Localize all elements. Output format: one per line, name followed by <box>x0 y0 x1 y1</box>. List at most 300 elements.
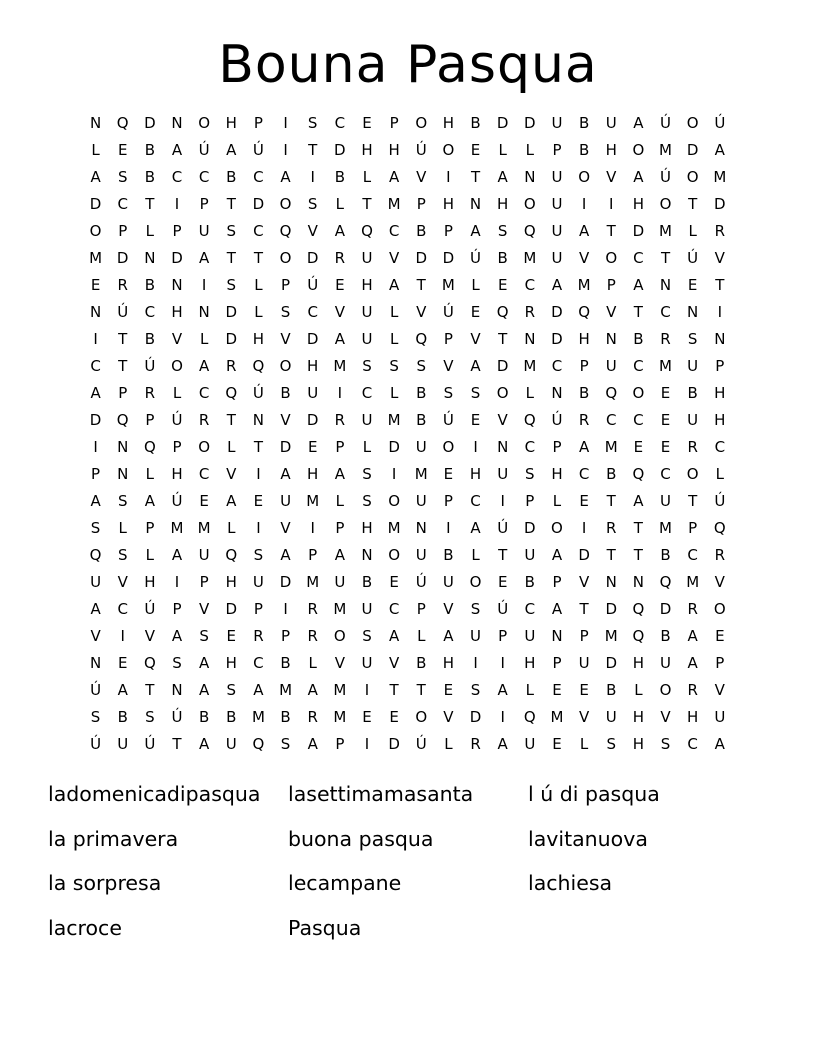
grid-letter: D <box>524 519 536 537</box>
grid-letter: U <box>198 546 210 564</box>
grid-letter: S <box>90 708 101 726</box>
grid-letter: Ú <box>198 141 210 159</box>
grid-letter: L <box>498 141 507 159</box>
grid-letter: U <box>361 600 373 618</box>
grid-letter: H <box>361 141 373 159</box>
grid-letter: L <box>525 141 534 159</box>
grid-letter: H <box>578 330 590 348</box>
grid-letter: M <box>577 276 591 294</box>
grid-letter: I <box>174 195 180 213</box>
grid-letter: M <box>604 438 618 456</box>
grid-letter: O <box>415 114 428 132</box>
grid-letter: A <box>497 168 508 186</box>
grid-letter: A <box>551 600 563 618</box>
grid-letter: P <box>416 195 426 213</box>
grid-letter: U <box>415 438 427 456</box>
grid-letter: A <box>388 168 400 186</box>
grid-letter: P <box>606 276 616 294</box>
grid-letter: E <box>470 141 481 159</box>
grid-letter: O <box>388 546 401 564</box>
grid-letter: A <box>334 222 345 240</box>
grid-letter: E <box>226 627 237 645</box>
grid-letter: Ú <box>551 411 563 429</box>
grid-letter: M <box>279 681 293 699</box>
grid-letter: E <box>443 465 454 483</box>
grid-letter: N <box>361 546 373 564</box>
grid-letter: I <box>283 600 288 618</box>
grid-row <box>82 488 734 515</box>
grid-letter: P <box>172 600 182 618</box>
grid-letter: V <box>416 168 427 186</box>
grid-letter: Ú <box>415 141 427 159</box>
grid-letter: H <box>687 708 699 726</box>
grid-row <box>82 380 734 407</box>
grid-letter: T <box>633 303 643 321</box>
grid-letter: Ú <box>90 681 102 699</box>
grid-letter: A <box>388 627 400 645</box>
grid-letter: H <box>225 573 237 591</box>
grid-letter: V <box>578 249 590 267</box>
grid-letter: D <box>714 195 726 213</box>
grid-letter: S <box>307 195 318 213</box>
grid-letter: I <box>500 492 505 510</box>
grid-letter: L <box>145 546 155 564</box>
grid-letter: T <box>145 681 155 699</box>
grid-letter: L <box>335 492 345 510</box>
grid-letter: T <box>145 195 155 213</box>
grid-letter: U <box>524 735 536 753</box>
grid-letter: Q <box>225 384 238 402</box>
grid-letter: D <box>89 195 102 213</box>
grid-letter: Q <box>116 114 129 132</box>
grid-letter: V <box>280 330 291 348</box>
grid-letter: P <box>498 627 508 645</box>
grid-letter: Ú <box>307 276 319 294</box>
grid-letter: L <box>335 195 345 213</box>
grid-letter: E <box>470 411 481 429</box>
grid-letter: L <box>199 330 209 348</box>
grid-letter: D <box>605 654 618 672</box>
grid-letter: H <box>442 114 455 132</box>
grid-letter: U <box>551 168 563 186</box>
grid-letter: L <box>227 438 236 456</box>
grid-letter: B <box>578 384 590 402</box>
grid-letter: Q <box>361 222 373 240</box>
grid-letter: S <box>606 735 616 753</box>
grid-letter: P <box>552 573 562 591</box>
grid-letter: S <box>470 681 481 699</box>
grid-letter: E <box>687 276 698 294</box>
grid-letter: P <box>715 654 725 672</box>
grid-row <box>82 731 734 758</box>
grid-letter: N <box>415 519 427 537</box>
grid-letter: V <box>171 330 183 348</box>
grid-letter: M <box>659 141 672 159</box>
grid-letter: C <box>524 276 536 294</box>
grid-letter: A <box>334 546 345 564</box>
word-list-item: buona pasqua <box>288 826 434 851</box>
grid-letter: O <box>686 114 699 132</box>
grid-letter: Ú <box>171 708 183 726</box>
grid-letter: B <box>226 168 237 186</box>
grid-letter: D <box>469 708 482 726</box>
grid-letter: A <box>90 384 101 402</box>
grid-letter: Ú <box>660 114 672 132</box>
grid-letter: Ú <box>660 168 672 186</box>
grid-letter: B <box>660 627 671 645</box>
grid-letter: U <box>361 303 373 321</box>
grid-row <box>82 623 734 650</box>
grid-letter: V <box>470 330 481 348</box>
grid-letter: O <box>279 195 292 213</box>
grid-row <box>82 434 734 461</box>
grid-letter: H <box>469 465 482 483</box>
grid-letter: E <box>552 681 562 699</box>
puzzle-title: Bouna Pasqua <box>218 35 598 95</box>
grid-letter: C <box>334 114 346 132</box>
grid-letter: S <box>687 330 698 348</box>
grid-letter: H <box>632 654 645 672</box>
grid-letter: R <box>334 411 346 429</box>
grid-letter: I <box>93 438 98 456</box>
grid-letter: R <box>524 303 536 321</box>
grid-letter: A <box>117 681 128 699</box>
grid-letter: Q <box>225 546 238 564</box>
grid-letter: V <box>714 249 725 267</box>
grid-letter: R <box>606 519 617 537</box>
grid-letter: A <box>714 141 725 159</box>
grid-letter: O <box>713 600 726 618</box>
grid-letter: T <box>688 492 698 510</box>
grid-letter: T <box>579 600 589 618</box>
grid-letter: T <box>416 681 426 699</box>
word-list <box>48 772 788 950</box>
grid-letter: O <box>686 465 699 483</box>
grid-letter: I <box>364 681 370 699</box>
grid-letter: B <box>470 114 481 132</box>
grid-letter: N <box>171 276 183 294</box>
grid-letter: P <box>552 438 562 456</box>
grid-letter: E <box>579 492 589 510</box>
grid-letter: I <box>283 141 288 159</box>
grid-letter: Q <box>659 573 672 591</box>
grid-letter: B <box>443 546 454 564</box>
grid-letter: B <box>497 249 508 267</box>
grid-letter: C <box>253 222 264 240</box>
grid-letter: I <box>446 519 451 537</box>
grid-letter: T <box>172 735 182 753</box>
grid-letter: B <box>578 141 590 159</box>
grid-letter: U <box>415 492 427 510</box>
grid-letter: T <box>660 249 671 267</box>
grid-letter: B <box>606 681 617 699</box>
grid-letter: C <box>633 357 644 375</box>
grid-letter: L <box>634 681 643 699</box>
grid-letter: D <box>388 735 400 753</box>
grid-letter: O <box>523 195 536 213</box>
grid-letter: A <box>687 627 698 645</box>
grid-letter: H <box>605 141 617 159</box>
grid-letter: P <box>118 222 128 240</box>
grid-letter: T <box>633 519 643 537</box>
grid-letter: H <box>225 114 237 132</box>
grid-letter: N <box>252 411 265 429</box>
grid-letter: B <box>524 573 535 591</box>
grid-letter: U <box>497 465 509 483</box>
grid-letter: I <box>337 384 343 402</box>
grid-letter: S <box>525 465 535 483</box>
grid-letter: V <box>388 249 400 267</box>
grid-letter: N <box>605 330 617 348</box>
grid-letter: V <box>578 573 590 591</box>
grid-letter: V <box>714 681 725 699</box>
grid-letter: A <box>497 735 508 753</box>
grid-letter: D <box>686 141 699 159</box>
grid-letter: D <box>388 438 400 456</box>
grid-letter: V <box>334 303 345 321</box>
grid-letter: Ú <box>415 735 427 753</box>
grid-letter: C <box>633 411 644 429</box>
grid-letter: A <box>199 249 210 267</box>
grid-letter: Q <box>496 303 509 321</box>
grid-row <box>82 596 734 623</box>
grid-letter: H <box>361 276 373 294</box>
grid-row <box>82 299 734 326</box>
grid-letter: C <box>606 411 617 429</box>
grid-letter: D <box>116 249 129 267</box>
grid-letter: N <box>714 330 726 348</box>
grid-letter: P <box>715 357 725 375</box>
grid-letter: H <box>714 384 726 402</box>
grid-letter: O <box>333 627 346 645</box>
grid-letter: C <box>361 384 373 402</box>
grid-letter: O <box>496 384 509 402</box>
grid-letter: D <box>306 330 319 348</box>
grid-letter: C <box>388 222 400 240</box>
word-list-item: lecampane <box>288 871 402 895</box>
grid-letter: L <box>552 492 562 510</box>
grid-letter: Q <box>632 627 645 645</box>
grid-row <box>82 137 734 164</box>
grid-letter: I <box>581 195 587 213</box>
grid-letter: U <box>551 222 563 240</box>
grid-letter: A <box>551 546 563 564</box>
grid-letter: U <box>605 357 617 375</box>
grid-letter: P <box>253 600 263 618</box>
grid-letter: T <box>226 195 236 213</box>
grid-letter: T <box>633 546 643 564</box>
grid-letter: Ú <box>252 141 264 159</box>
grid-letter: L <box>145 222 155 240</box>
grid-letter: L <box>254 276 263 294</box>
grid-letter: D <box>632 222 645 240</box>
grid-row <box>82 326 734 353</box>
grid-letter: N <box>497 438 509 456</box>
grid-letter: M <box>89 249 103 267</box>
grid-letter: A <box>633 492 644 510</box>
grid-letter: H <box>714 411 726 429</box>
grid-letter: P <box>308 546 318 564</box>
grid-letter: I <box>310 519 315 537</box>
grid-letter: O <box>198 438 211 456</box>
grid-letter: E <box>253 492 264 510</box>
grid-letter: T <box>226 411 236 429</box>
grid-letter: P <box>335 735 345 753</box>
grid-letter: D <box>551 330 563 348</box>
word-list-item: lasettimamasanta <box>288 782 474 806</box>
grid-letter: Ú <box>714 114 726 132</box>
grid-letter: N <box>117 465 129 483</box>
grid-letter: M <box>333 357 347 375</box>
grid-letter: A <box>280 546 291 564</box>
grid-row <box>82 164 734 191</box>
grid-letter: V <box>144 627 155 645</box>
grid-letter: P <box>145 411 155 429</box>
grid-letter: Ú <box>497 519 509 537</box>
grid-letter: P <box>335 438 345 456</box>
grid-letter: M <box>387 519 401 537</box>
grid-letter: U <box>605 114 617 132</box>
grid-letter: C <box>388 600 400 618</box>
grid-letter: C <box>524 600 536 618</box>
grid-letter: A <box>714 735 725 753</box>
grid-letter: O <box>415 708 428 726</box>
grid-letter: S <box>226 681 237 699</box>
grid-letter: Ú <box>415 573 427 591</box>
grid-letter: A <box>307 735 318 753</box>
grid-letter: A <box>253 681 264 699</box>
grid-letter: L <box>308 654 317 672</box>
grid-letter: T <box>253 438 263 456</box>
grid-row <box>82 542 734 569</box>
grid-letter: C <box>633 249 644 267</box>
grid-letter: E <box>579 681 589 699</box>
grid-letter: M <box>306 492 320 510</box>
grid-letter: H <box>144 573 156 591</box>
grid-letter: P <box>199 573 209 591</box>
grid-letter: T <box>688 195 698 213</box>
grid-letter: L <box>389 384 399 402</box>
grid-letter: N <box>551 627 563 645</box>
grid-letter: Ú <box>117 303 129 321</box>
grid-letter: Ú <box>171 411 183 429</box>
grid-letter: P <box>552 654 562 672</box>
grid-letter: U <box>252 573 264 591</box>
grid-letter: B <box>416 222 427 240</box>
grid-letter: T <box>470 168 481 186</box>
grid-letter: L <box>417 627 426 645</box>
grid-letter: U <box>117 735 129 753</box>
grid-letter: B <box>144 141 155 159</box>
grid-letter: P <box>91 465 101 483</box>
grid-letter: R <box>307 627 318 645</box>
grid-letter: H <box>442 195 455 213</box>
grid-letter: A <box>199 654 210 672</box>
grid-letter: P <box>118 384 128 402</box>
grid-letter: M <box>306 573 320 591</box>
grid-letter: L <box>389 330 399 348</box>
grid-letter: P <box>281 627 291 645</box>
grid-letter: V <box>280 519 291 537</box>
grid-letter: D <box>334 141 346 159</box>
word-list-item: la primavera <box>48 826 179 851</box>
grid-letter: V <box>606 168 617 186</box>
grid-letter: U <box>334 573 346 591</box>
grid-letter: A <box>470 357 481 375</box>
grid-letter: A <box>578 222 590 240</box>
grid-letter: I <box>391 465 397 483</box>
grid-row <box>82 110 734 137</box>
grid-letter: C <box>470 492 481 510</box>
grid-letter: B <box>280 384 291 402</box>
grid-letter: A <box>144 492 155 510</box>
grid-letter: C <box>198 168 210 186</box>
grid-letter: E <box>335 276 345 294</box>
word-list-item: Pasqua <box>288 915 362 940</box>
grid-letter: H <box>632 195 645 213</box>
grid-letter: U <box>660 654 672 672</box>
grid-letter: S <box>416 357 427 375</box>
grid-letter: S <box>470 600 481 618</box>
grid-letter: L <box>254 303 263 321</box>
grid-letter: U <box>442 573 454 591</box>
grid-letter: U <box>524 546 536 564</box>
grid-letter: S <box>199 627 209 645</box>
grid-letter: Ú <box>714 492 726 510</box>
grid-letter: D <box>442 249 455 267</box>
grid-letter: R <box>307 600 318 618</box>
grid-letter: S <box>172 654 182 672</box>
grid-letter: E <box>389 573 399 591</box>
grid-letter: M <box>333 708 347 726</box>
grid-letter: O <box>89 222 102 240</box>
grid-letter: P <box>443 492 453 510</box>
grid-letter: N <box>117 438 129 456</box>
grid-letter: U <box>361 249 373 267</box>
grid-letter: A <box>334 330 345 348</box>
grid-letter: B <box>334 168 345 186</box>
grid-letter: S <box>443 384 454 402</box>
grid-letter: M <box>387 195 401 213</box>
letter-grid <box>82 110 734 758</box>
grid-letter: O <box>605 249 618 267</box>
grid-letter: I <box>256 519 261 537</box>
grid-letter: Ú <box>442 303 454 321</box>
grid-letter: V <box>199 600 210 618</box>
grid-letter: O <box>632 141 645 159</box>
grid-letter: S <box>117 546 128 564</box>
grid-letter: I <box>93 330 98 348</box>
grid-letter: L <box>525 681 534 699</box>
grid-letter: C <box>117 600 128 618</box>
grid-letter: Ú <box>90 735 102 753</box>
grid-letter: N <box>632 573 644 591</box>
grid-letter: U <box>361 411 373 429</box>
grid-letter: T <box>498 330 508 348</box>
grid-letter: U <box>551 114 563 132</box>
grid-letter: V <box>578 708 590 726</box>
grid-letter: R <box>714 222 726 240</box>
grid-letter: Q <box>143 654 156 672</box>
grid-letter: P <box>172 222 182 240</box>
grid-letter: I <box>364 735 370 753</box>
grid-letter: B <box>280 708 291 726</box>
grid-letter: O <box>198 114 211 132</box>
grid-row <box>82 704 734 731</box>
grid-letter: N <box>89 654 102 672</box>
grid-letter: C <box>714 438 726 456</box>
grid-letter: P <box>335 519 345 537</box>
